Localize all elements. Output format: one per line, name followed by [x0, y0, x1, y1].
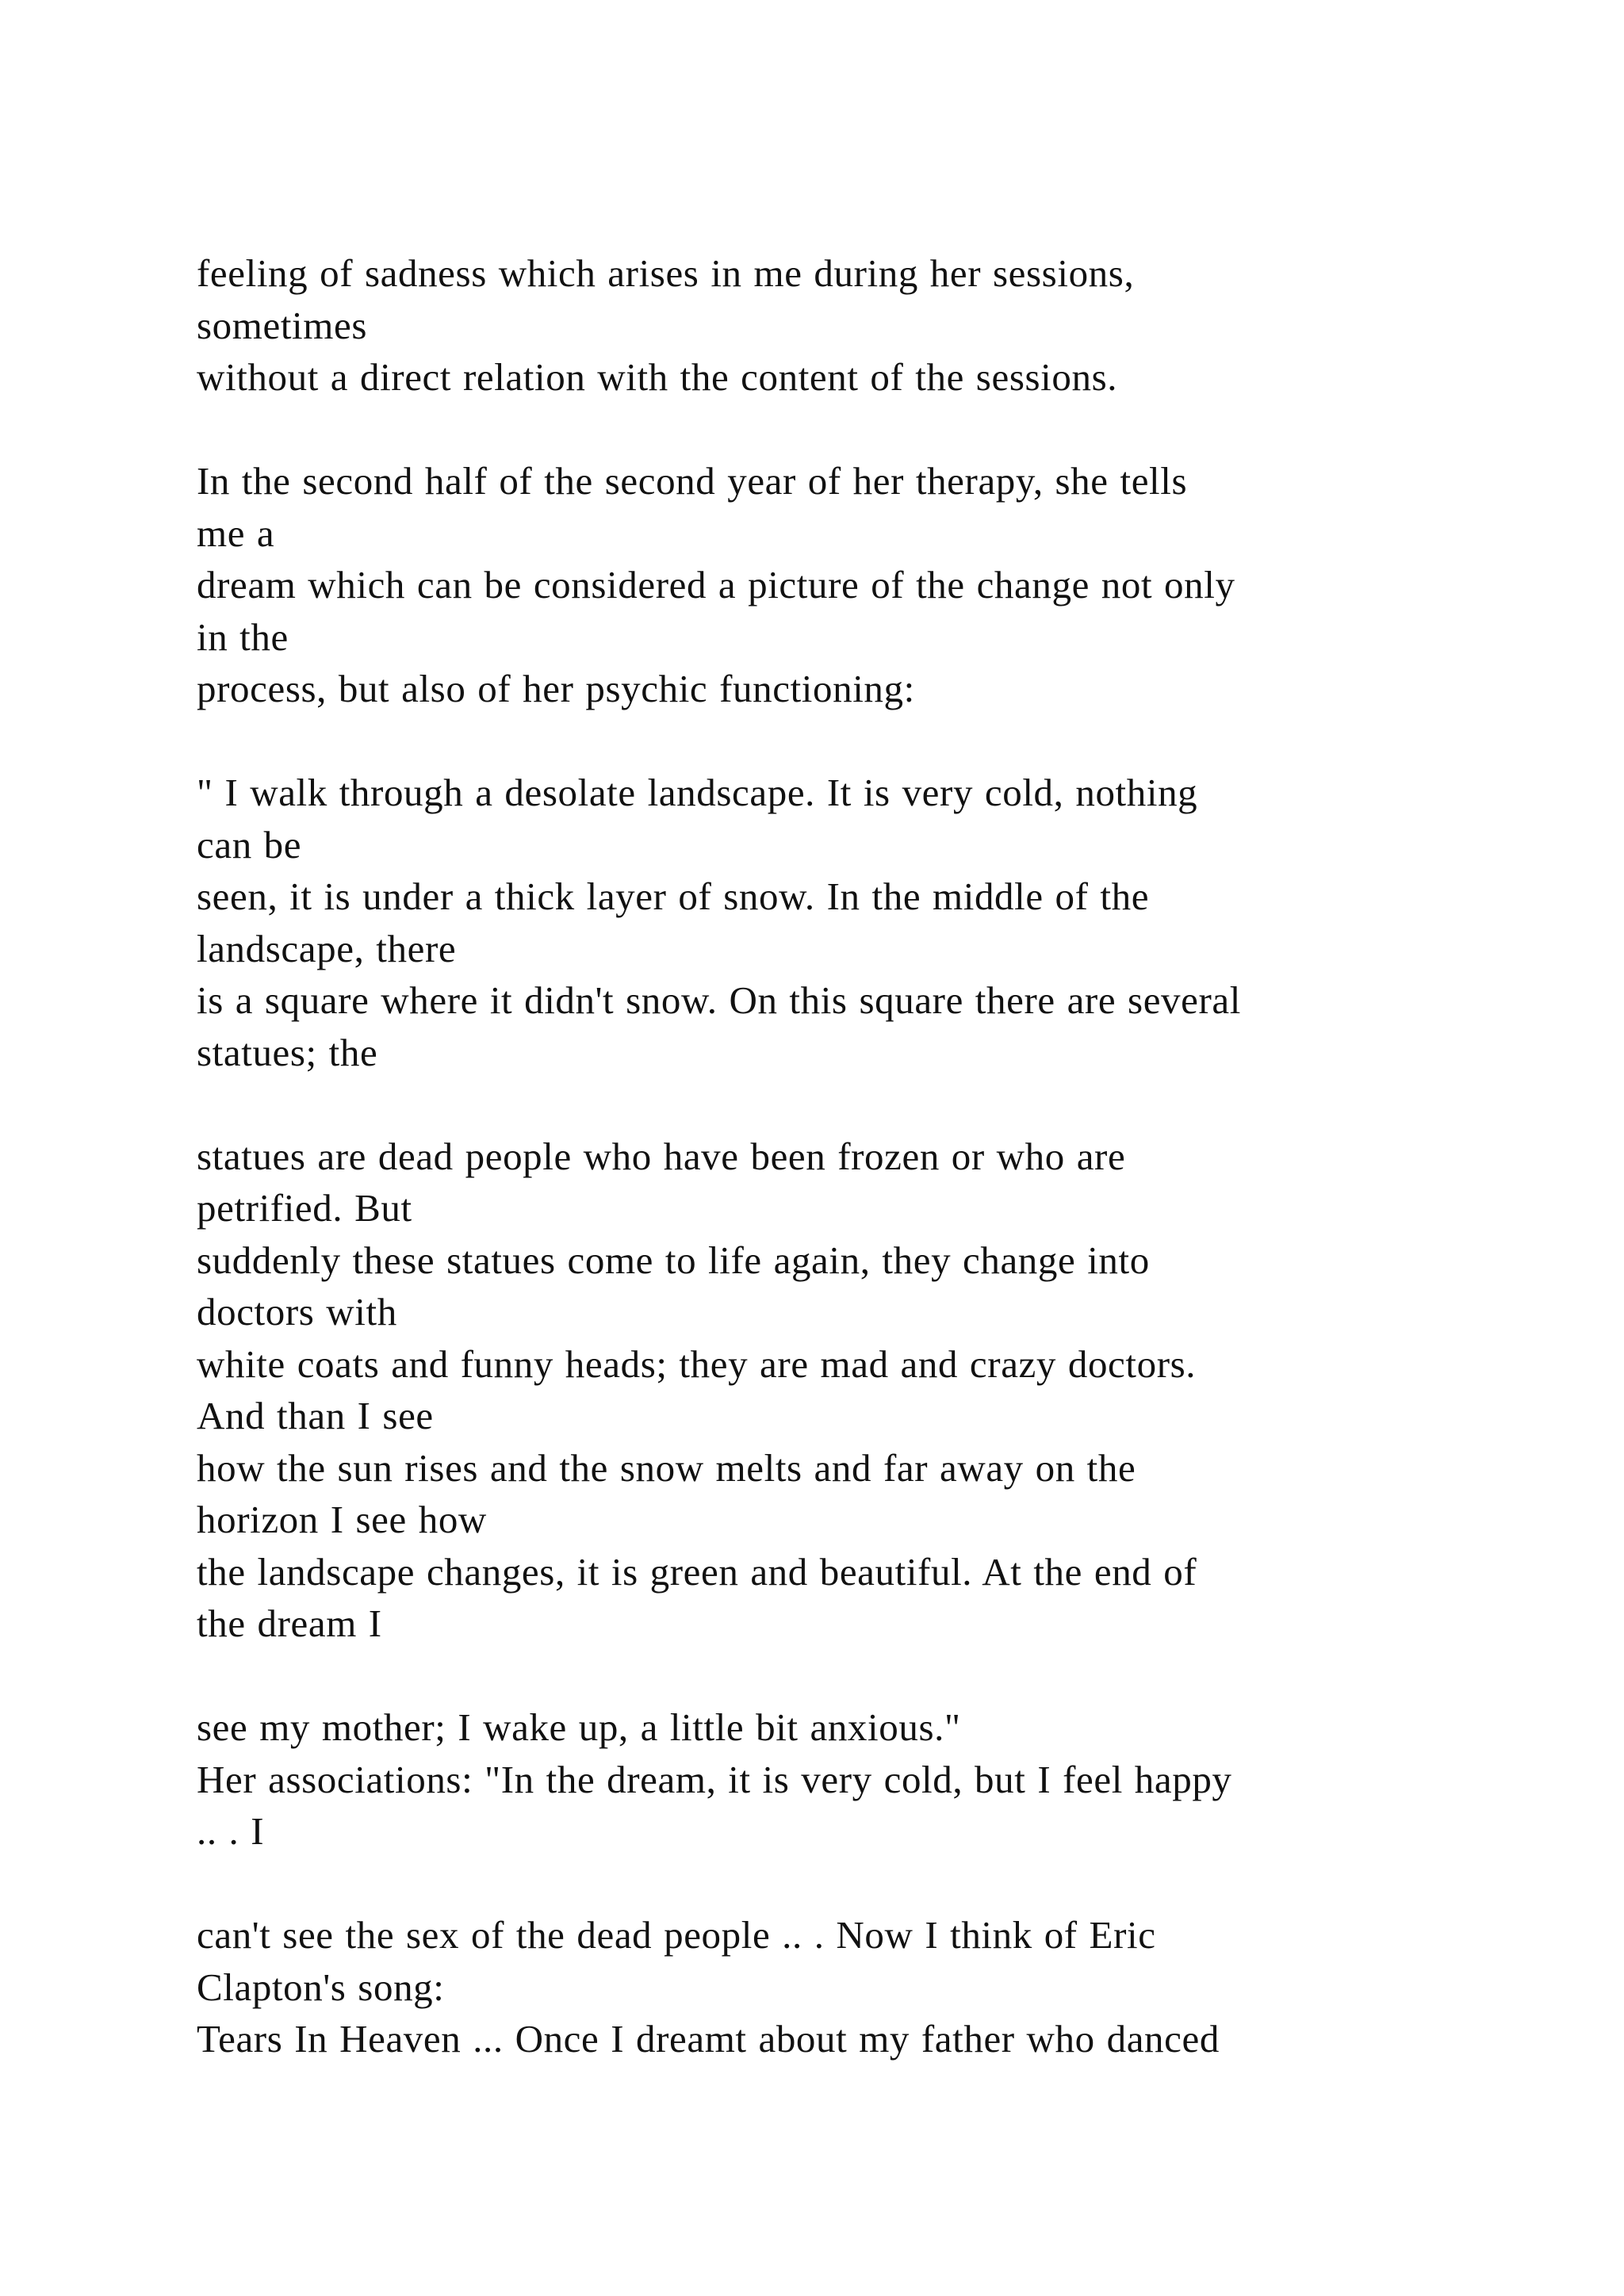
text-line: dream which can be considered a picture of the change not only	[197, 563, 1235, 607]
text-line: feeling of sadness which arises in me during her sessions,	[197, 251, 1135, 295]
text-line: In the second half of the second year of her therapy, she tells	[197, 459, 1188, 503]
document-body-text	[197, 247, 1497, 2065]
text-line: horizon I see how	[197, 1498, 487, 1541]
text-line: suddenly these statues come to life again, they change into	[197, 1238, 1150, 1282]
text-line: see my mother; I wake up, a little bit anxious."	[197, 1705, 961, 1749]
text-line: .. . I	[197, 1809, 265, 1853]
text-line: statues are dead people who have been frozen or who are	[197, 1134, 1126, 1178]
text-line: landscape, there	[197, 926, 457, 970]
paragraph-gap	[197, 1858, 1497, 1910]
text-line: Her associations: "In the dream, it is very cold, but I feel happy	[197, 1757, 1232, 1801]
text-line: sometimes	[197, 303, 367, 347]
text-line: can be	[197, 822, 302, 867]
text-line: seen, it is under a thick layer of snow. In the middle of the	[197, 874, 1150, 918]
text-line: petrified. But	[197, 1186, 412, 1230]
paragraph-gap	[197, 404, 1497, 456]
text-line: " I walk through a desolate landscape. It is very cold, nothing	[197, 771, 1198, 814]
paragraph-gap	[197, 1078, 1497, 1131]
text-line: statues; the	[197, 1030, 378, 1074]
paragraph-gap	[197, 715, 1497, 767]
text-line: the dream I	[197, 1601, 382, 1645]
text-line: And than I see	[197, 1394, 434, 1437]
text-line: me a	[197, 511, 275, 555]
text-line: can't see the sex of the dead people .. . Now I think of Eric	[197, 1913, 1156, 1957]
text-line: white coats and funny heads; they are mad and crazy doctors.	[197, 1341, 1197, 1386]
text-line: Tears In Heaven ... Once I dreamt about my father who danced	[197, 2017, 1220, 2061]
text-line: in the	[197, 614, 289, 659]
text-line: Clapton's song:	[197, 1965, 445, 2009]
text-line: how the sun rises and the snow melts and far away on the	[197, 1445, 1136, 1490]
paragraph-gap	[197, 1650, 1497, 1702]
text-line: the landscape changes, it is green and beautiful. At the end of	[197, 1549, 1197, 1594]
text-line: process, but also of her psychic functioning:	[197, 667, 915, 710]
text-line: without a direct relation with the content of the sessions.	[197, 355, 1118, 399]
text-line: is a square where it didn't snow. On this square there are several	[197, 978, 1241, 1022]
text-line: doctors with	[197, 1290, 397, 1334]
